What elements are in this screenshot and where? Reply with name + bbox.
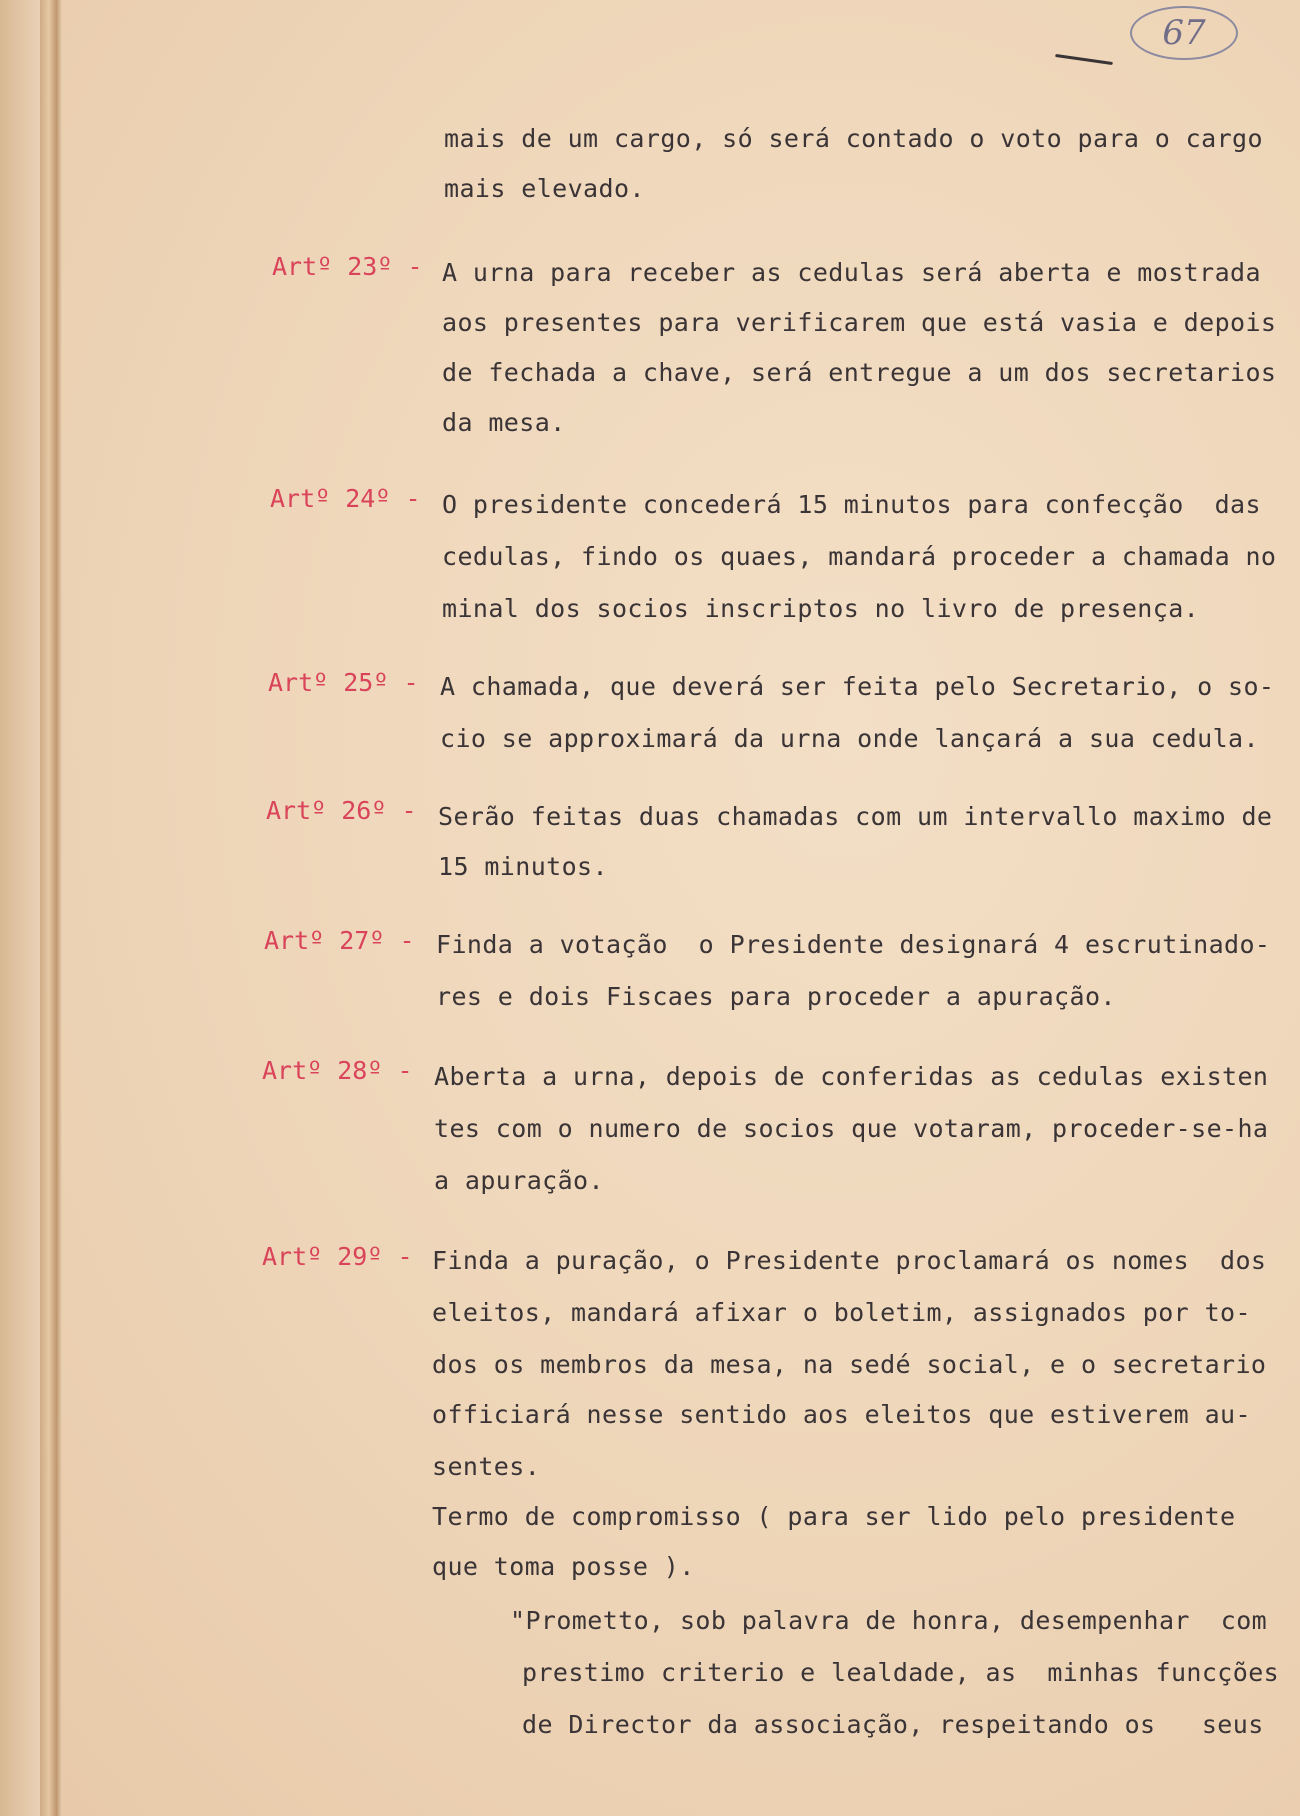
folio-stamp: 67: [1130, 6, 1238, 60]
article-label: Artº 29º -: [262, 1242, 413, 1271]
article-line: A urna para receber as cedulas será aberta e mostrada: [442, 258, 1261, 287]
article-line: Finda a puração, o Presidente proclamará os nomes dos: [432, 1246, 1267, 1275]
intro-line: mais de um cargo, só será contado o voto para o cargo: [444, 124, 1263, 153]
article-line: O presidente concederá 15 minutos para confecção das: [442, 490, 1261, 519]
pen-mark: [1055, 54, 1113, 65]
binding-edge: [40, 0, 62, 1816]
oath-line: "Prometto, sob palavra de honra, desempenhar com: [510, 1606, 1268, 1635]
article-line: tes com o numero de socios que votaram, proceder-se-ha: [434, 1114, 1269, 1143]
article-line: a apuração.: [434, 1166, 604, 1195]
intro-line: mais elevado.: [444, 174, 645, 203]
article-line: Finda a votação o Presidente designará 4 escrutinado-: [436, 930, 1271, 959]
article-line: A chamada, que deverá ser feita pelo Secretario, o so-: [440, 672, 1275, 701]
page-margin-shadow: [0, 0, 40, 1816]
article-label: Artº 28º -: [262, 1056, 413, 1085]
article-line: Termo de compromisso ( para ser lido pelo presidente: [432, 1502, 1236, 1531]
article-label: Artº 23º -: [272, 252, 423, 281]
article-label: Artº 27º -: [264, 926, 415, 955]
article-line: Aberta a urna, depois de conferidas as cedulas existen: [434, 1062, 1269, 1091]
article-label: Artº 25º -: [268, 668, 419, 697]
article-line: officiará nesse sentido aos eleitos que estiverem au-: [432, 1400, 1251, 1429]
article-label: Artº 24º -: [270, 484, 421, 513]
article-line: cedulas, findo os quaes, mandará proceder a chamada no: [442, 542, 1277, 571]
oath-line: de Director da associação, respeitando os seus: [522, 1710, 1264, 1739]
article-line: que toma posse ).: [432, 1552, 695, 1581]
article-line: 15 minutos.: [438, 852, 608, 881]
article-line: de fechada a chave, será entregue a um dos secretarios: [442, 358, 1277, 387]
article-line: da mesa.: [442, 408, 566, 437]
article-line: eleitos, mandará afixar o boletim, assignados por to-: [432, 1298, 1251, 1327]
article-line: aos presentes para verificarem que está vasia e depois: [442, 308, 1277, 337]
article-line: dos os membros da mesa, na sedé social, e o secretario: [432, 1350, 1267, 1379]
article-line: minal dos socios inscriptos no livro de presença.: [442, 594, 1200, 623]
oath-line: prestimo criterio e lealdade, as minhas funcções: [522, 1658, 1280, 1687]
article-line: sentes.: [432, 1452, 541, 1481]
article-label: Artº 26º -: [266, 796, 417, 825]
article-line: cio se approximará da urna onde lançará a sua cedula.: [440, 724, 1259, 753]
article-line: Serão feitas duas chamadas com um intervallo maximo de: [438, 802, 1273, 831]
article-line: res e dois Fiscaes para proceder a apuração.: [436, 982, 1116, 1011]
